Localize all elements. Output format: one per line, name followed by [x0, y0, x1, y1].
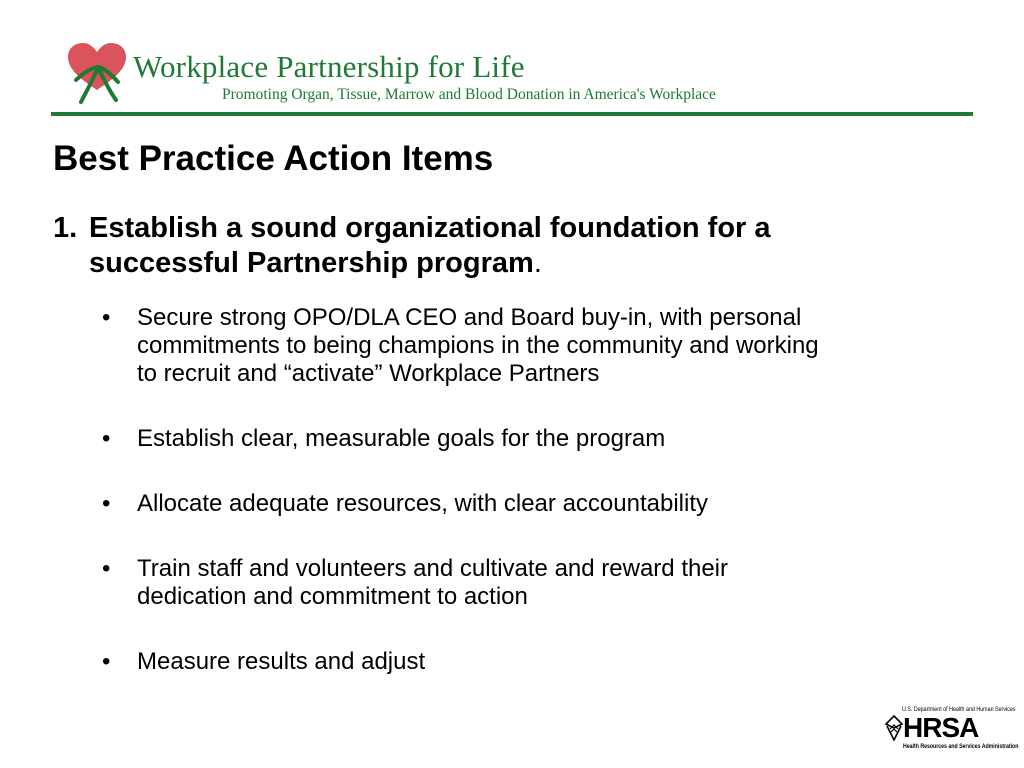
bullet-icon: •	[102, 304, 111, 331]
hrsa-agency-name: Health Resources and Services Administration	[903, 743, 1019, 750]
list-item	[100, 648, 980, 676]
list-item-line: Measure results and adjust	[137, 648, 426, 675]
list-item-line: Establish clear, measurable goals for the program	[137, 425, 666, 452]
hhs-eagle-icon	[884, 715, 904, 741]
bullet-icon: •	[102, 648, 111, 675]
hrsa-wordmark: HRSA	[903, 712, 979, 743]
bullet-icon: •	[102, 425, 111, 452]
list-item-line: dedication and commitment to action	[137, 583, 528, 610]
list-item-line: commitments to being champions in the community and working	[137, 332, 819, 359]
action-item-list	[100, 304, 980, 713]
brand-tagline: Promoting Organ, Tissue, Marrow and Blood Donation in America's Workplace	[222, 86, 716, 103]
section-heading-text-1: Establish a sound organizational foundation for a	[89, 212, 771, 244]
heart-ribbon-icon	[64, 40, 130, 104]
bullet-icon: •	[102, 555, 111, 582]
list-item	[100, 304, 980, 388]
slide-title: Best Practice Action Items	[53, 139, 494, 178]
header-divider	[51, 112, 973, 116]
section-number: 1.	[53, 212, 78, 244]
list-item-line: Secure strong OPO/DLA CEO and Board buy-in, with personal	[137, 304, 802, 331]
section-heading-line-1	[53, 211, 933, 246]
list-item	[100, 490, 980, 518]
list-item-line: to recruit and “activate” Workplace Partners	[137, 360, 600, 387]
section-heading-line-2	[53, 246, 933, 281]
hrsa-logo	[884, 705, 1019, 755]
list-item-line: Allocate adequate resources, with clear accountability	[137, 490, 708, 517]
hrsa-department: U.S. Department of Health and Human Services	[902, 706, 1016, 713]
bullet-icon: •	[102, 490, 111, 517]
brand-title: Workplace Partnership for Life	[133, 49, 525, 84]
section-heading-text-2: successful Partnership program	[89, 247, 534, 279]
list-item	[100, 555, 980, 611]
section-heading-period: .	[533, 247, 542, 279]
list-item-line: Train staff and volunteers and cultivate and reward their	[137, 555, 728, 582]
section-heading	[53, 211, 933, 281]
list-item	[100, 425, 980, 453]
